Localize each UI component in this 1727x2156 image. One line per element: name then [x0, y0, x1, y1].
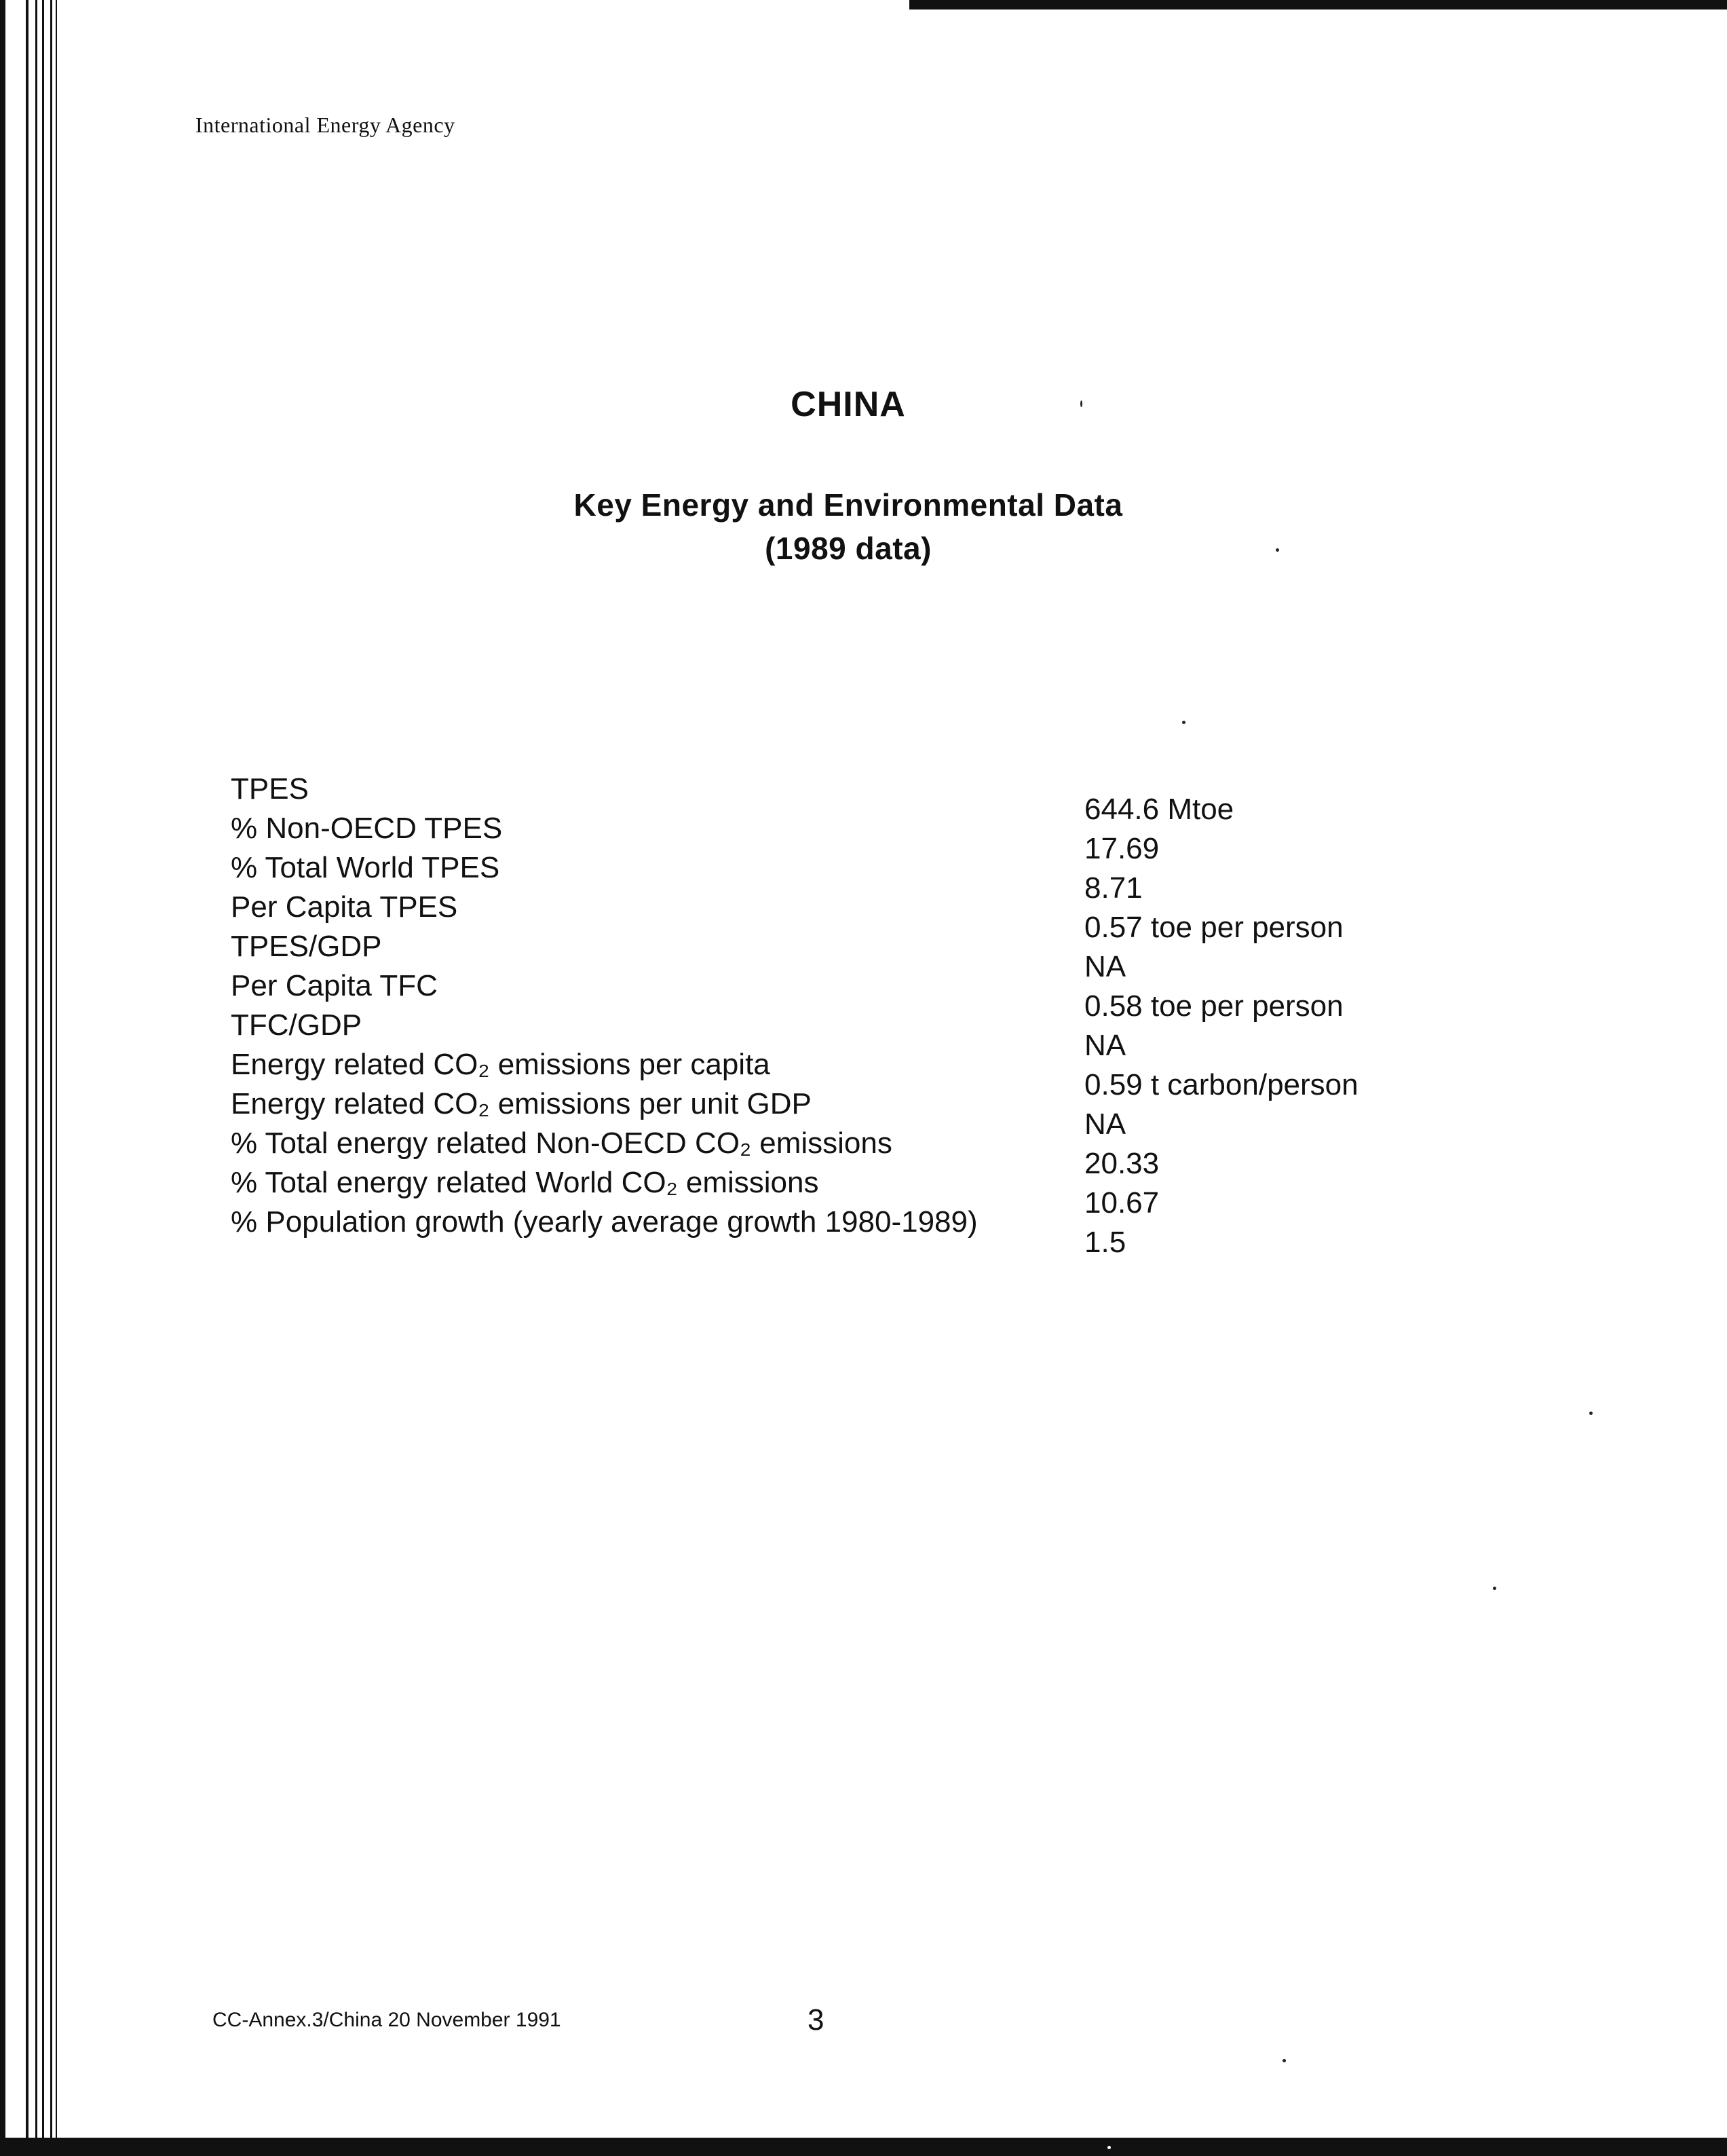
scan-edge-line: [35, 0, 37, 2156]
scan-speck: [1589, 1412, 1593, 1415]
row-value: 8.71: [1084, 871, 1143, 905]
scan-speck: [1283, 2059, 1286, 2062]
table-row: [231, 1127, 1452, 1180]
table-row: [231, 969, 1452, 1023]
subtitle-line: (1989 data): [765, 531, 932, 566]
page-title: CHINA: [791, 385, 906, 424]
energy-data-table: [231, 772, 1452, 1259]
page-subtitle: [0, 483, 1696, 570]
scan-edge-line: [42, 0, 44, 2156]
scan-speck: [1182, 721, 1185, 724]
agency-name: International Energy Agency: [195, 113, 455, 137]
row-value: 0.57 toe per person: [1084, 911, 1344, 944]
row-label: TPES/GDP: [231, 930, 382, 963]
row-label: TFC/GDP: [231, 1008, 362, 1042]
row-label: Energy related CO₂ emissions per unit GDP: [231, 1087, 812, 1120]
row-value: 0.58 toe per person: [1084, 989, 1344, 1023]
table-row: [231, 1205, 1452, 1259]
row-label: % Total World TPES: [231, 851, 500, 884]
page-number: 3: [808, 2003, 824, 2037]
row-label: Energy related CO₂ emissions per capita: [231, 1048, 770, 1081]
row-label: % Total energy related World CO₂ emissions: [231, 1166, 819, 1199]
table-row: [231, 1008, 1452, 1062]
row-value: 10.67: [1084, 1186, 1160, 1219]
scan-speck: [1107, 2146, 1111, 2149]
row-label: TPES: [231, 772, 309, 806]
table-row: [231, 812, 1452, 865]
scan-bottom-edge: [0, 2138, 1727, 2156]
table-row: [231, 930, 1452, 983]
row-value: NA: [1084, 1108, 1126, 1141]
table-row: [231, 1048, 1452, 1101]
document-reference: CC-Annex.3/China 20 November 1991: [212, 2009, 561, 2031]
row-value: 17.69: [1084, 832, 1160, 865]
subtitle-line: Key Energy and Environmental Data: [573, 487, 1123, 523]
row-value: 0.59 t carbon/person: [1084, 1068, 1359, 1101]
row-value: 1.5: [1084, 1226, 1126, 1259]
table-row: [231, 851, 1452, 905]
table-row: [231, 772, 1452, 826]
row-label: % Non-OECD TPES: [231, 812, 503, 845]
scan-speck: [1493, 1587, 1496, 1590]
row-label: Per Capita TFC: [231, 969, 438, 1002]
row-label: Per Capita TPES: [231, 890, 458, 924]
row-value: NA: [1084, 1029, 1126, 1062]
row-label: % Total energy related Non-OECD CO₂ emissions: [231, 1127, 892, 1160]
row-value: NA: [1084, 950, 1126, 983]
table-row: [231, 1166, 1452, 1219]
row-value: 20.33: [1084, 1147, 1160, 1180]
scan-edge-line: [26, 0, 29, 2156]
table-row: [231, 1087, 1452, 1141]
scan-top-edge: [909, 0, 1727, 10]
scan-edge-line: [0, 0, 5, 2156]
scan-left-edge: [0, 0, 57, 2156]
row-value: 644.6 Mtoe: [1084, 793, 1234, 826]
table-row: [231, 890, 1452, 944]
row-label: % Population growth (yearly average growth 1980-1989): [231, 1205, 978, 1238]
scan-edge-line: [50, 0, 52, 2156]
scan-edge-line: [56, 0, 57, 2156]
